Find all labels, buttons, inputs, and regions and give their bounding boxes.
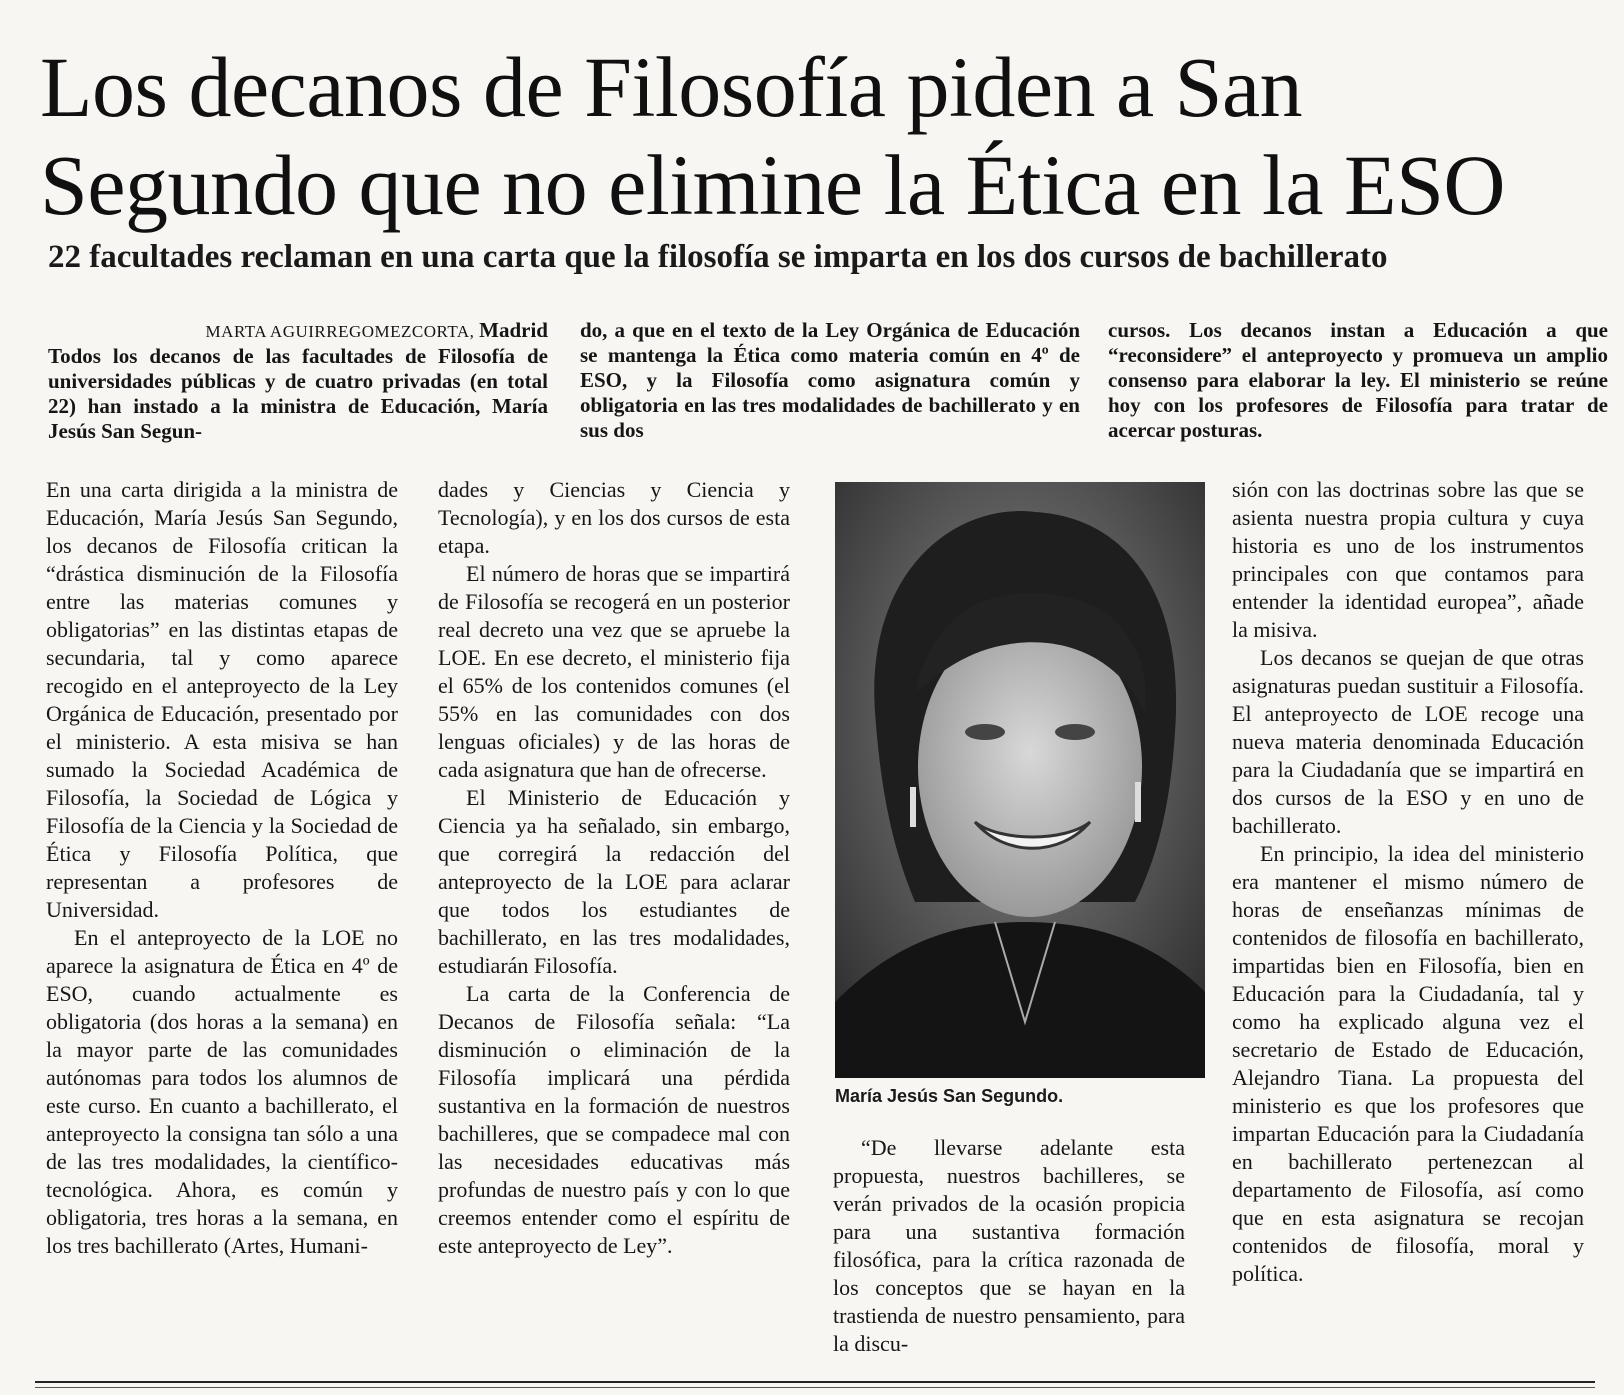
headline-line-2: Segundo que no elimine la Ética en la ESO bbox=[40, 137, 1506, 233]
paragraph: El número de horas que se impartirá de Filosofía se recogerá en un posterior real decreto una vez que se apruebe la LOE. En ese decreto, el ministerio fija el 65% de los contenidos comunes (el 55% en las comunidades con dos lenguas oficiales) y de las horas de cada asignatura que han de ofrecerse. bbox=[438, 561, 790, 782]
lead-text-2: do, a que en el texto de la Ley Orgánica de Educación se mantenga la Ética como materia común en 4º de ESO, y la Filosofía como asignatura común y obligatoria en las tres modalidades de bachillerato y en sus dos bbox=[580, 318, 1080, 442]
lead-text-1: Todos los decanos de las facultades de Filosofía de universidades públicas y de cuatro privadas (en total 22) han instado a la ministra de Educación, María Jesús San Segun- bbox=[48, 344, 548, 443]
lead-column-1 bbox=[48, 318, 548, 444]
lead-column-3 bbox=[1108, 318, 1608, 443]
paragraph: El Ministerio de Educación y Ciencia ya ha señalado, sin embargo, que corregirá la redacción del anteproyecto de la LOE para aclarar que todos los estudiantes de bachillerato, en las tres modalidades, estudiarán Filosofía. bbox=[438, 785, 790, 978]
byline bbox=[48, 318, 548, 344]
byline-location: Madrid bbox=[479, 318, 548, 342]
paragraph: Los decanos se quejan de que otras asignaturas puedan sustituir a Filosofía. El anteproyecto de LOE recoge una nueva materia denominada Educación para la Ciudadanía que se impartirá en dos cursos de la ESO y en uno de bachillerato. bbox=[1232, 645, 1584, 838]
portrait-photo bbox=[835, 482, 1205, 1078]
bottom-rule-thin bbox=[35, 1387, 1595, 1388]
body-column-2 bbox=[438, 476, 790, 1260]
paragraph: sión con las doctrinas sobre las que se asienta nuestra propia cultura y cuya historia es uno de los instrumentos principales con que contamos para entender la identidad europea”, añade la misiva. bbox=[1232, 477, 1584, 642]
portrait-illustration bbox=[835, 482, 1205, 1078]
byline-author: MARTA AGUIRREGOMEZCORTA, bbox=[205, 322, 475, 341]
lead-column-2 bbox=[580, 318, 1080, 443]
bottom-rule bbox=[35, 1381, 1595, 1383]
subheadline: 22 facultades reclaman en una carta que la filosofía se imparta en los dos cursos de bachillerato bbox=[48, 239, 1388, 275]
paragraph: La carta de la Conferencia de Decanos de Filosofía señala: “La disminución o eliminación de la Filosofía implicará una pérdida sustantiva en la formación de nuestros bachilleres, que se compadece mal con las necesidades educativas más profundas de nuestro país y con lo que creemos entender como el espíritu de este anteproyecto de Ley”. bbox=[438, 981, 790, 1258]
body-column-3 bbox=[833, 1134, 1185, 1358]
paragraph: dades y Ciencias y Ciencia y Tecnología), y en los dos cursos de esta etapa. bbox=[438, 477, 790, 558]
paragraph: En una carta dirigida a la ministra de Educación, María Jesús San Segundo, los decanos de Filosofía critican la “drástica disminución de la Filosofía entre las materias comunes y obligatorias” en las distintas etapas de secundaria, tal y como aparece recogido en el anteproyecto de la Ley Orgánica de Educación, presentado por el ministerio. A esta misiva se han sumado la Sociedad Académica de Filosofía, la Sociedad de Lógica y Filosofía de la Ciencia y la Sociedad de Ética y Filosofía Política, que representan a profesores de Universidad. bbox=[46, 477, 398, 922]
paragraph: En el anteproyecto de la LOE no aparece la asignatura de Ética en 4º de ESO, cuando actualmente es obligatoria (dos horas a la semana) en la mayor parte de las comunidades autónomas para todos los alumnos de este curso. En cuanto a bachillerato, el anteproyecto la consigna tan sólo a una de las tres modalidades, la científico-tecnológica. Ahora, es común y obligatoria, tres horas a la semana, en los tres bachillerato (Artes, Humani- bbox=[46, 925, 398, 1258]
headline bbox=[40, 38, 1600, 234]
paragraph: En principio, la idea del ministerio era mantener el mismo número de horas de enseñanzas mínimas de contenidos de filosofía en bachillerato, impartidas bien en Filosofía, bien en Educación para la Ciudadanía, tal y como ha explicado alguna vez el secretario de Estado de Educación, Alejandro Tiana. La propuesta del ministerio es que los profesores que impartan Educación para la Ciudadanía en bachillerato pertenezcan al departamento de Filosofía, así como que en esta asignatura se recojan contenidos de filosofía, moral y política. bbox=[1232, 841, 1584, 1286]
body-column-4 bbox=[1232, 476, 1584, 1288]
photo-caption: María Jesús San Segundo. bbox=[835, 1086, 1064, 1106]
body-column-1 bbox=[46, 476, 398, 1260]
lead-text-3: cursos. Los decanos instan a Educación a que “reconsidere” el anteproyecto y promueva un amplio consenso para elaborar la ley. El ministerio se reúne hoy con los profesores de Filosofía para tratar de acercar posturas. bbox=[1108, 318, 1608, 442]
headline-line-1: Los decanos de Filosofía piden a San bbox=[40, 39, 1303, 135]
paragraph: “De llevarse adelante esta propuesta, nuestros bachilleres, se verán privados de la ocasión propicia para una sustantiva formación filosófica, para la crítica razonada de los conceptos que se hayan en la trastienda de nuestro pensamiento, para la discu- bbox=[833, 1135, 1185, 1356]
